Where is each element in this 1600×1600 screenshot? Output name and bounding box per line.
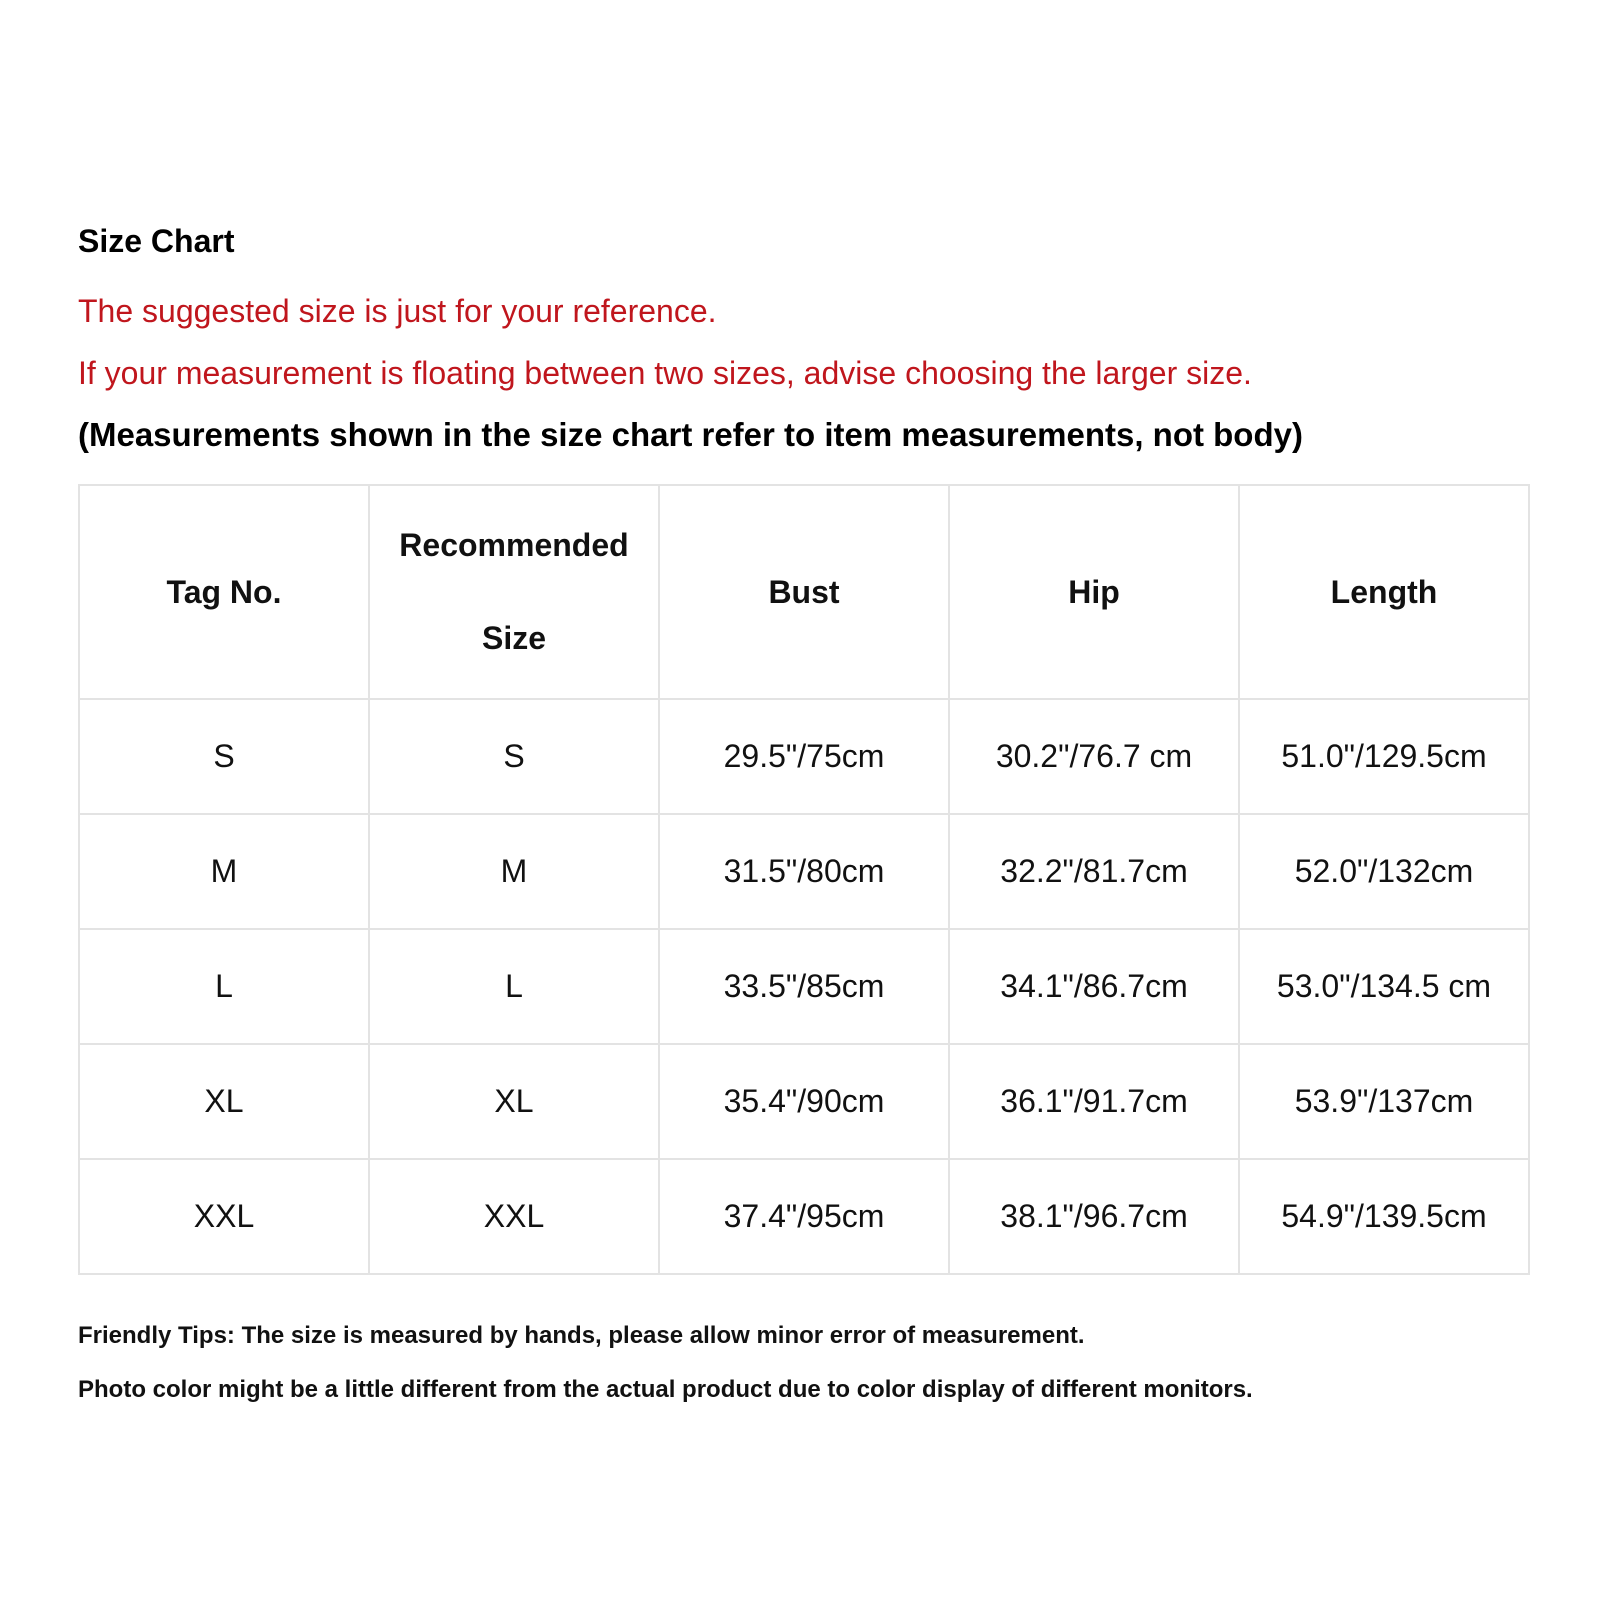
header-recommended-size-label — [370, 527, 658, 657]
header-recommended-line1: Recommended — [399, 527, 629, 563]
size-table-body — [79, 699, 1529, 1274]
cell-hip: 36.1"/91.7cm — [949, 1044, 1239, 1159]
cell-tag: XXL — [79, 1159, 369, 1274]
friendly-tips — [78, 1309, 1530, 1417]
cell-tag: XL — [79, 1044, 369, 1159]
header-length: Length — [1239, 485, 1529, 699]
header-row — [79, 485, 1529, 699]
cell-bust: 29.5"/75cm — [659, 699, 949, 814]
cell-bust: 31.5"/80cm — [659, 814, 949, 929]
cell-bust: 37.4"/95cm — [659, 1159, 949, 1274]
cell-hip: 32.2"/81.7cm — [949, 814, 1239, 929]
cell-size: L — [369, 929, 659, 1044]
cell-length: 52.0"/132cm — [1239, 814, 1529, 929]
header-recommended-line2: Size — [481, 620, 547, 656]
table-row — [79, 929, 1529, 1044]
tip-measurement-error: Friendly Tips: The size is measured by hands, please allow minor error of measurement. — [78, 1322, 1085, 1349]
cell-hip: 38.1"/96.7cm — [949, 1159, 1239, 1274]
cell-bust: 35.4"/90cm — [659, 1044, 949, 1159]
table-row — [79, 1159, 1529, 1274]
table-row — [79, 699, 1529, 814]
measurement-disclaimer: (Measurements shown in the size chart refer to item measurements, not body) — [78, 416, 1303, 453]
size-table — [78, 484, 1530, 1275]
cell-size: XXL — [369, 1159, 659, 1274]
table-row — [79, 1044, 1529, 1159]
cell-size: M — [369, 814, 659, 929]
page-title: Size Chart — [78, 223, 235, 259]
cell-length: 53.0"/134.5 cm — [1239, 929, 1529, 1044]
table-row — [79, 814, 1529, 929]
size-table-header — [79, 485, 1529, 699]
cell-tag: L — [79, 929, 369, 1044]
cell-bust: 33.5"/85cm — [659, 929, 949, 1044]
header-hip: Hip — [949, 485, 1239, 699]
cell-size: S — [369, 699, 659, 814]
cell-hip: 34.1"/86.7cm — [949, 929, 1239, 1044]
cell-length: 53.9"/137cm — [1239, 1044, 1529, 1159]
size-chart-panel — [78, 220, 1530, 1417]
cell-tag: M — [79, 814, 369, 929]
header-recommended-size — [369, 485, 659, 699]
reference-note: The suggested size is just for your reference. — [78, 293, 717, 329]
cell-length: 51.0"/129.5cm — [1239, 699, 1529, 814]
tip-photo-color: Photo color might be a little different from the actual product due to color display of different monitors. — [78, 1376, 1253, 1403]
cell-hip: 30.2"/76.7 cm — [949, 699, 1239, 814]
header-tag-no: Tag No. — [79, 485, 369, 699]
cell-tag: S — [79, 699, 369, 814]
sizing-advice-note: If your measurement is floating between two sizes, advise choosing the larger size. — [78, 355, 1252, 391]
cell-length: 54.9"/139.5cm — [1239, 1159, 1529, 1274]
cell-size: XL — [369, 1044, 659, 1159]
header-bust: Bust — [659, 485, 949, 699]
